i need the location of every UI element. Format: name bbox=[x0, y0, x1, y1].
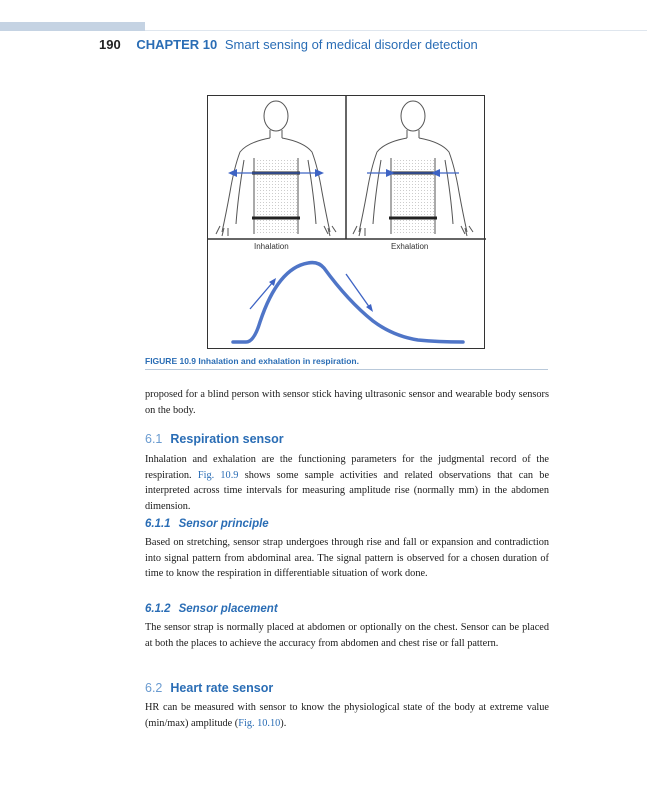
fall-arrow bbox=[346, 274, 373, 312]
header-color-bar bbox=[0, 22, 145, 31]
exhalation-body-figure bbox=[353, 101, 473, 236]
caption-rule bbox=[145, 369, 548, 370]
section-6-2-text-start: HR can be measured with sensor to know the physiological state of the body at extreme value (min/max) amplitude ( bbox=[145, 702, 549, 729]
section-6-1-title: Respiration sensor bbox=[170, 432, 284, 446]
section-6-1-2-paragraph: The sensor strap is normally placed at abdomen or optionally on the chest. Sensor can be placed at both the places to achieve the accuracy from abdomen and chest rise or fall pattern. bbox=[145, 622, 549, 649]
section-6-1-1-heading bbox=[145, 518, 269, 530]
intro-paragraph: proposed for a blind person with sensor stick having ultrasonic sensor and wearable body sensors on the body. bbox=[145, 389, 549, 416]
figure-10-10-link[interactable]: Fig. 10.10 bbox=[238, 717, 281, 729]
section-6-1-1-paragraph: Based on stretching, sensor strap undergoes through rise and fall or expansion and contradiction into signal pattern from abdominal area. The signal pattern is observed for a chosen duration of time to know the respiration in differentiable situation of work done. bbox=[145, 537, 549, 579]
page-number: 190 bbox=[99, 37, 121, 52]
section-6-1-text-start: Inhalation and exhalation are the functioning parameters for the judgmental record of the respiration. bbox=[145, 454, 549, 481]
respiration-waveform bbox=[233, 263, 463, 342]
section-6-1-2-title: Sensor placement bbox=[178, 603, 278, 615]
section-6-2-text-end: ). bbox=[280, 717, 287, 729]
section-6-1-paragraph bbox=[145, 452, 549, 514]
section-6-2-heading bbox=[145, 681, 273, 695]
section-6-1-1-title: Sensor principle bbox=[178, 518, 269, 530]
chapter-title: Smart sensing of medical disorder detection bbox=[224, 37, 478, 52]
section-6-2-number: 6.2 bbox=[145, 681, 163, 695]
figure-10-9-link[interactable]: Fig. 10.9 bbox=[197, 469, 239, 481]
section-6-2-title: Heart rate sensor bbox=[170, 681, 274, 695]
respiration-illustration bbox=[208, 96, 486, 350]
section-6-1-2-number: 6.1.2 bbox=[145, 603, 171, 615]
header-rule bbox=[145, 30, 647, 31]
section-6-1-2-heading bbox=[145, 603, 278, 615]
running-header bbox=[99, 37, 478, 52]
section-6-1-1-number: 6.1.1 bbox=[145, 518, 171, 530]
section-6-1-number: 6.1 bbox=[145, 432, 163, 446]
figure-respiration bbox=[207, 95, 485, 349]
section-6-1-text-end: shows some sample activities and related observations that can be interpreted across time intervals for measuring amplitude rise (normally mm) in the abdomen dimension. bbox=[145, 469, 550, 512]
inhalation-body-figure bbox=[216, 101, 336, 236]
chapter-label: CHAPTER 10 bbox=[136, 37, 218, 52]
section-6-1-heading bbox=[145, 432, 284, 446]
figure-caption: FIGURE 10.9 Inhalation and exhalation in respiration. bbox=[145, 356, 359, 366]
exhalation-label: Exhalation bbox=[391, 242, 429, 251]
inhalation-label: Inhalation bbox=[254, 242, 289, 251]
section-6-2-paragraph bbox=[145, 700, 549, 731]
